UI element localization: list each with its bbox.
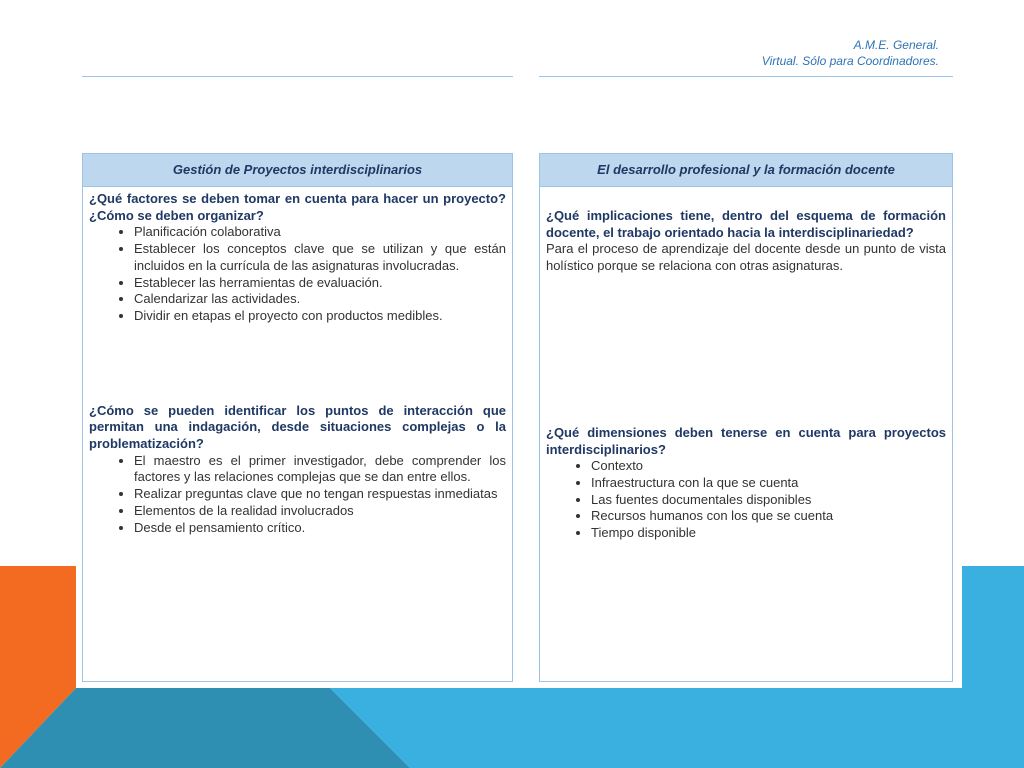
list-item: • Calendarizar las actividades. [134,291,506,308]
header-line-1: A.M.E. General. [853,38,939,52]
list-item: • Establecer los conceptos clave que se utilizan y que están incluidos en la currícula de las asignaturas involucradas. [134,241,506,274]
list-item: • Recursos humanos con los que se cuenta [591,508,946,525]
header-rule-right [539,76,953,77]
interaction-list [89,453,506,537]
list-item: • Las fuentes documentales disponibles [591,492,946,509]
column-project-management [82,153,513,682]
list-item: • Infraestructura con la que se cuenta [591,475,946,492]
list-item: • Tiempo disponible [591,525,946,542]
column-title: Gestión de Proyectos interdisciplinarios [83,154,512,187]
list-item: • Planificación colaborativa [134,224,506,241]
column-title: El desarrollo profesional y la formación docente [540,154,952,187]
header-line-2: Virtual. Sólo para Coordinadores. [761,54,939,68]
list-item: • El maestro es el primer investigador, debe comprender los factores y las relaciones complejas que se dan entre ellos. [134,453,506,486]
factors-list [89,224,506,324]
list-item: • Establecer las herramientas de evaluación. [134,275,506,292]
list-item: • Desde el pensamiento crítico. [134,520,506,537]
column-body [83,187,512,536]
list-item: • Realizar preguntas clave que no tengan respuestas inmediatas [134,486,506,503]
question-interaction-points: ¿Cómo se pueden identificar los puntos de interacción que permitan una indagación, desde situaciones complejas o la problematización? [89,402,506,452]
dimensions-list [546,458,946,542]
header-text [762,37,939,69]
question-implications: ¿Qué implicaciones tiene, dentro del esquema de formación docente, el trabajo orientado hacia la interdisciplinariedad? [546,208,946,240]
column-body [540,187,952,542]
question-factors: ¿Qué factores se deben tomar en cuenta para hacer un proyecto? ¿Cómo se deben organizar? [89,191,506,223]
answer-implications: Para el proceso de aprendizaje del docente desde un punto de vista holístico porque se relaciona con otras asignaturas. [546,241,946,274]
column-professional-development [539,153,953,682]
question-dimensions: ¿Qué dimensiones deben tenerse en cuenta para proyectos interdisciplinarios? [546,424,946,457]
list-item: • Dividir en etapas el proyecto con productos medibles. [134,308,506,325]
header-rule-left [82,76,513,77]
list-item: • Contexto [591,458,946,475]
list-item: • Elementos de la realidad involucrados [134,503,506,520]
